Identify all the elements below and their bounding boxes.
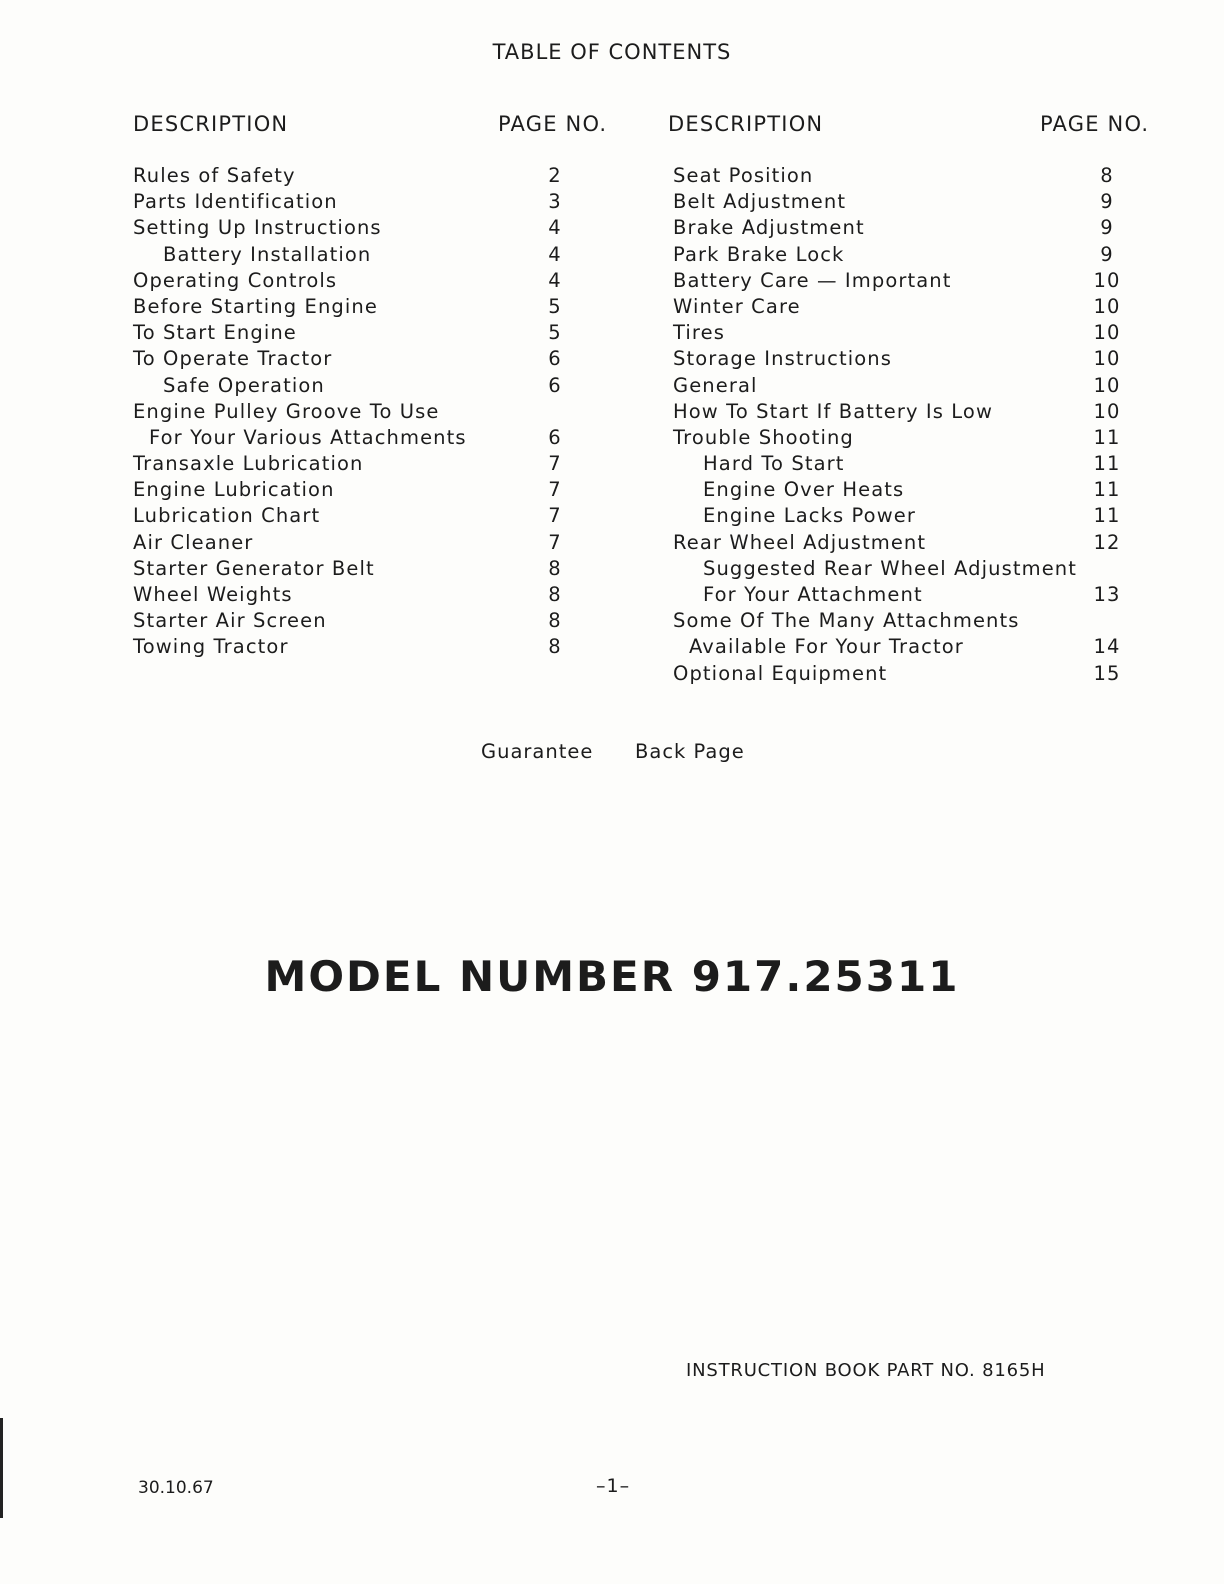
toc-entry-page: 10 (1093, 268, 1121, 292)
toc-entry-page: 9 (1100, 216, 1114, 240)
toc-entry (133, 634, 593, 660)
left-page-header: PAGE NO. (498, 112, 608, 136)
toc-entry-page: 15 (1093, 661, 1121, 685)
toc-entry (673, 425, 1133, 451)
toc-entry-page: 3 (548, 190, 562, 214)
toc-entry (673, 530, 1133, 556)
instruction-book-part-number: INSTRUCTION BOOK PART NO. 8165H (686, 1360, 1046, 1381)
toc-entry (133, 530, 593, 556)
toc-entry (133, 320, 593, 346)
toc-entry-label: How To Start If Battery Is Low (673, 399, 993, 423)
toc-entry (133, 503, 593, 529)
toc-entry-label: Starter Generator Belt (133, 556, 375, 580)
toc-entry-label: Safe Operation (163, 373, 325, 397)
toc-entry (133, 294, 593, 320)
toc-entry (133, 608, 593, 634)
toc-entry-label: Transaxle Lubrication (133, 452, 364, 476)
toc-entry (673, 477, 1133, 503)
toc-entry-label: Towing Tractor (133, 635, 289, 659)
toc-entry-label: Setting Up Instructions (133, 216, 382, 240)
toc-entry-page: 7 (548, 504, 562, 528)
toc-entry (673, 294, 1133, 320)
toc-entry (673, 163, 1133, 189)
toc-entry-label: Battery Care — Important (673, 268, 952, 292)
toc-entry-page: 6 (548, 347, 562, 371)
toc-entry-page: 7 (548, 452, 562, 476)
toc-entry (133, 242, 593, 268)
toc-entry (673, 608, 1133, 634)
toc-entry-label: Brake Adjustment (673, 216, 865, 240)
toc-entry-page: 6 (548, 373, 562, 397)
toc-entry (673, 399, 1133, 425)
toc-entry (133, 582, 593, 608)
toc-entry-page: 8 (1100, 164, 1114, 187)
toc-entry (133, 556, 593, 582)
toc-entry (673, 582, 1133, 608)
toc-entry (133, 451, 593, 477)
right-page-header: PAGE NO. (1040, 112, 1150, 136)
toc-entry-label: Winter Care (673, 294, 801, 318)
toc-entry-label: To Start Engine (133, 321, 297, 345)
toc-entry-page: 10 (1093, 347, 1121, 371)
toc-entry-label: Parts Identification (133, 190, 338, 214)
toc-entry-label: Engine Over Heats (703, 478, 905, 502)
toc-entry (133, 215, 593, 241)
toc-entry-page: 7 (548, 478, 562, 502)
toc-entry-page: 10 (1093, 373, 1121, 397)
toc-right-column (673, 163, 1133, 687)
toc-entry-page: 8 (548, 556, 562, 580)
toc-entry (673, 215, 1133, 241)
toc-entry-label: Suggested Rear Wheel Adjustment (703, 556, 1078, 580)
toc-entry-page: 11 (1093, 452, 1121, 476)
toc-entry-label: General (673, 373, 758, 397)
toc-left-column (133, 163, 593, 661)
toc-entry (133, 189, 593, 215)
toc-entry (133, 346, 593, 372)
toc-entry-page: 11 (1093, 478, 1121, 502)
toc-entry-label: Trouble Shooting (673, 425, 854, 449)
toc-entry (673, 661, 1133, 687)
toc-entry-page: 10 (1093, 294, 1121, 318)
toc-entry-label: Starter Air Screen (133, 609, 327, 633)
toc-entry-label: Rules of Safety (133, 164, 296, 187)
toc-entry (673, 268, 1133, 294)
toc-entry-page: 9 (1100, 190, 1114, 214)
toc-entry-page: 12 (1093, 530, 1121, 554)
toc-entry (133, 163, 593, 189)
toc-entry-label: Operating Controls (133, 268, 338, 292)
toc-entry-label: Battery Installation (163, 242, 372, 266)
toc-entry-label: Some Of The Many Attachments (673, 609, 1020, 633)
model-number: MODEL NUMBER 917.25311 (264, 952, 960, 1001)
toc-entry-page: 6 (548, 425, 562, 449)
toc-entry (673, 503, 1133, 529)
toc-entry (673, 451, 1133, 477)
toc-entry-label: Storage Instructions (673, 347, 893, 371)
toc-entry-label: Tires (673, 321, 725, 345)
toc-entry (133, 373, 593, 399)
toc-entry-page: 8 (548, 635, 562, 659)
toc-entry (673, 634, 1133, 660)
toc-entry-label: Available For Your Tractor (689, 635, 964, 659)
toc-entry (133, 268, 593, 294)
page-title: TABLE OF CONTENTS (492, 40, 732, 64)
toc-entry-label: Engine Lubrication (133, 478, 335, 502)
toc-entry-page: 5 (548, 294, 562, 318)
toc-entry-label: Rear Wheel Adjustment (673, 530, 927, 554)
toc-entry-page: 4 (548, 216, 562, 240)
toc-entry-page: 11 (1093, 504, 1121, 528)
toc-entry (133, 425, 593, 451)
toc-entry (673, 373, 1133, 399)
toc-entry-page: 2 (548, 164, 562, 187)
toc-entry-page: 10 (1093, 321, 1121, 345)
right-description-header: DESCRIPTION (668, 112, 824, 136)
toc-entry-label: Wheel Weights (133, 583, 293, 606)
toc-entry (673, 189, 1133, 215)
toc-entry-label: Optional Equipment (673, 661, 888, 685)
toc-entry-label: Seat Position (673, 164, 814, 187)
toc-entry (133, 399, 593, 425)
toc-entry-page: 14 (1093, 635, 1121, 659)
toc-entry-label: Air Cleaner (133, 530, 254, 554)
toc-entry-page: 9 (1100, 242, 1114, 266)
toc-entry-page: 5 (548, 321, 562, 345)
toc-entry-label: Before Starting Engine (133, 294, 378, 318)
toc-entry-page: 4 (548, 242, 562, 266)
toc-entry-page: 4 (548, 268, 562, 292)
toc-entry (673, 346, 1133, 372)
guarantee-label: Guarantee (481, 740, 594, 763)
toc-entry (133, 477, 593, 503)
toc-entry-page: 10 (1093, 399, 1121, 423)
toc-entry-page: 11 (1093, 425, 1121, 449)
toc-entry (673, 242, 1133, 268)
left-description-header: DESCRIPTION (133, 112, 289, 136)
toc-entry-label: Hard To Start (703, 452, 845, 476)
scan-edge-mark (0, 1418, 3, 1518)
toc-entry-label: Engine Pulley Groove To Use (133, 399, 440, 423)
toc-entry-label: Lubrication Chart (133, 504, 321, 528)
toc-entry-page: 8 (548, 609, 562, 633)
print-date: 30.10.67 (138, 1478, 214, 1498)
toc-entry-label: For Your Various Attachments (149, 425, 467, 449)
toc-entry-label: For Your Attachment (703, 583, 923, 606)
toc-entry-label: Belt Adjustment (673, 190, 847, 214)
guarantee-page: Back Page (635, 740, 745, 763)
toc-entry-label: To Operate Tractor (133, 347, 333, 371)
toc-entry (673, 320, 1133, 346)
toc-entry-page: 8 (548, 583, 562, 606)
toc-entry (673, 556, 1133, 582)
toc-entry-page: 7 (548, 530, 562, 554)
toc-entry-label: Park Brake Lock (673, 242, 845, 266)
page-number: –1– (596, 1475, 631, 1497)
toc-entry-label: Engine Lacks Power (703, 504, 916, 528)
toc-entry-page: 13 (1093, 583, 1121, 606)
